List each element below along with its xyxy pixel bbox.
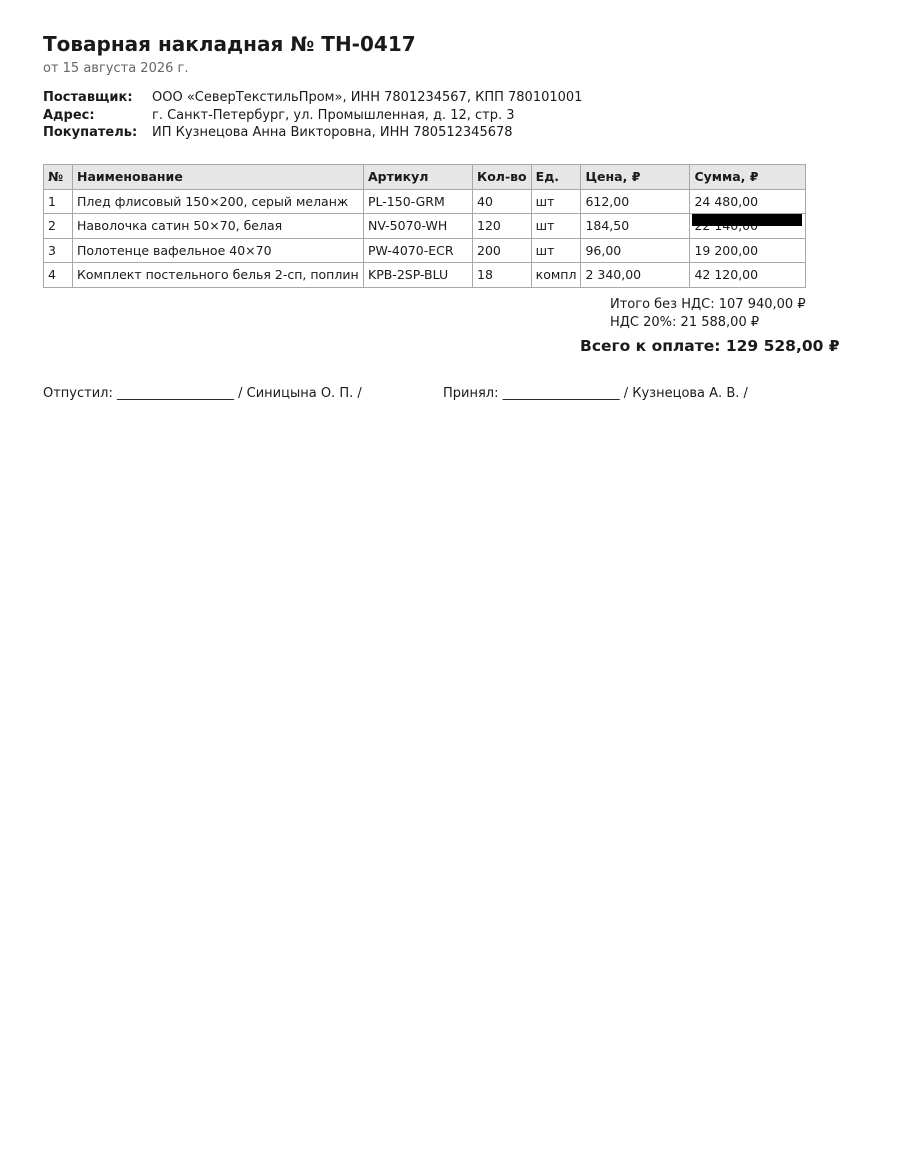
col-header-sum: Сумма, ₽ [690, 165, 806, 190]
cell-quantity: 120 [473, 214, 532, 239]
buyer-row [43, 124, 582, 142]
cell-sum [690, 214, 806, 239]
redaction-bar [692, 214, 802, 227]
released-signature: Отпустил: __________________ / Синицына О. П. / [43, 386, 362, 401]
table-row [44, 263, 806, 288]
buyer-value: ИП Кузнецова Анна Викторовна, ИНН 780512345678 [152, 125, 513, 140]
invoice-date: от 15 августа 2026 г. [43, 61, 189, 76]
cell-number: 2 [44, 214, 73, 239]
cell-sum: 19 200,00 [690, 238, 806, 263]
totals-block [580, 296, 840, 355]
cell-price: 184,50 [581, 214, 690, 239]
items-table [43, 164, 806, 288]
cell-number: 3 [44, 238, 73, 263]
cell-price: 612,00 [581, 189, 690, 214]
address-row [43, 107, 582, 125]
supplier-label: Поставщик: [43, 90, 133, 105]
vat-line: НДС 20%: 21 588,00 ₽ [610, 315, 760, 330]
col-header-name: Наименование [73, 165, 364, 190]
cell-unit: шт [531, 238, 581, 263]
table-header-row [44, 165, 806, 190]
cell-article: PW-4070-ECR [364, 238, 473, 263]
cell-unit: шт [531, 189, 581, 214]
cell-quantity: 40 [473, 189, 532, 214]
supplier-value: ООО «СеверТекстильПром», ИНН 7801234567, КПП 780101001 [152, 90, 583, 105]
col-header-unit: Ед. [531, 165, 581, 190]
subtotal-line: Итого без НДС: 107 940,00 ₽ [610, 297, 806, 312]
cell-quantity: 200 [473, 238, 532, 263]
grand-total-line: Всего к оплате: 129 528,00 ₽ [580, 337, 840, 355]
table-row [44, 214, 806, 239]
table-row [44, 238, 806, 263]
cell-article: NV-5070-WH [364, 214, 473, 239]
col-header-article: Артикул [364, 165, 473, 190]
address-label: Адрес: [43, 107, 95, 123]
supplier-row [43, 89, 582, 107]
cell-number: 1 [44, 189, 73, 214]
received-signature: Принял: __________________ / Кузнецова А. В. / [443, 386, 748, 401]
cell-article: KPB-2SP-BLU [364, 263, 473, 288]
cell-name: Комплект постельного белья 2-сп, поплин [73, 263, 364, 288]
buyer-label: Покупатель: [43, 125, 138, 140]
col-header-quantity: Кол-во [473, 165, 532, 190]
col-header-price: Цена, ₽ [581, 165, 690, 190]
cell-unit: шт [531, 214, 581, 239]
cell-name: Полотенце вафельное 40×70 [73, 238, 364, 263]
cell-sum: 42 120,00 [690, 263, 806, 288]
cell-number: 4 [44, 263, 73, 288]
table-row [44, 189, 806, 214]
cell-unit: компл [531, 263, 581, 288]
cell-name: Наволочка сатин 50×70, белая [73, 214, 364, 239]
invoice-title: Товарная накладная № ТН-0417 [43, 32, 416, 56]
cell-price: 96,00 [581, 238, 690, 263]
address-value: г. Санкт-Петербург, ул. Промышленная, д. 12, стр. 3 [152, 107, 515, 123]
cell-quantity: 18 [473, 263, 532, 288]
cell-sum: 24 480,00 [690, 189, 806, 214]
col-header-number: № [44, 165, 73, 190]
parties-block [43, 89, 582, 142]
cell-article: PL-150-GRM [364, 189, 473, 214]
cell-name: Плед флисовый 150×200, серый меланж [73, 189, 364, 214]
cell-price: 2 340,00 [581, 263, 690, 288]
